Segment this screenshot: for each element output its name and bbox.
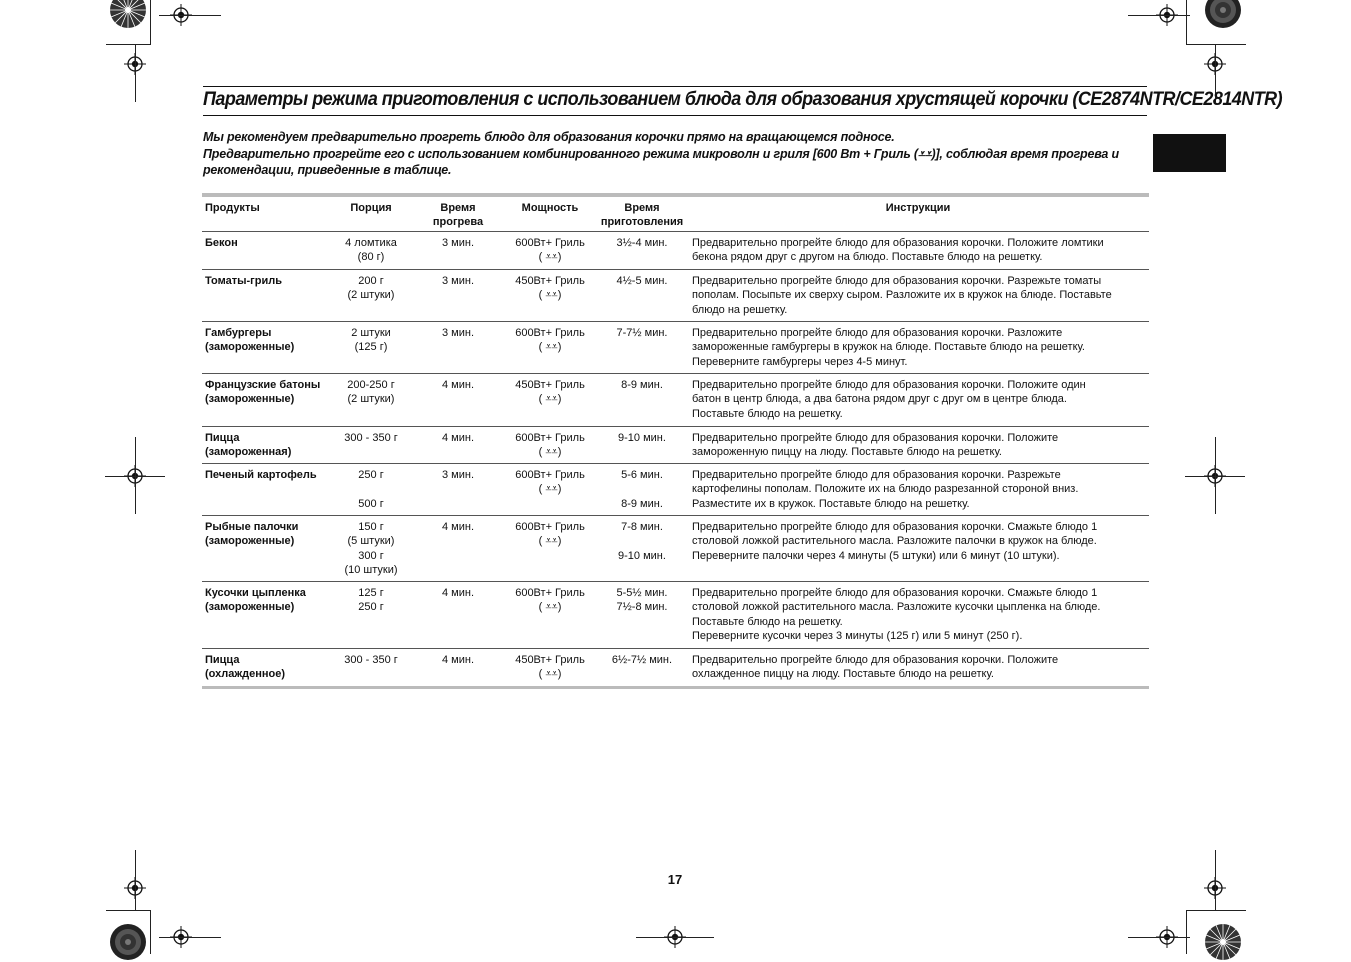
cell-time [597, 653, 687, 667]
cell-product [205, 431, 330, 460]
cell-power-line: ( ⩡⩡) [538, 668, 562, 681]
guide-line [1128, 937, 1190, 938]
header-cook-line-2: приготовления [600, 216, 684, 229]
title-top-rule [203, 86, 1147, 87]
cell-product [205, 236, 330, 250]
section-thumb-tab [1153, 134, 1226, 172]
table-header-row [202, 197, 1149, 232]
cell-portion-line: (80 г) [357, 251, 385, 264]
cell-product-line: Томаты-гриль [205, 275, 282, 287]
cell-time-line: 8-9 мин. [621, 497, 663, 510]
cell-time-line: 6½-7½ мин. [611, 654, 673, 666]
cell-instructions [692, 520, 1144, 563]
cell-power-line: 600Вт+ Гриль [515, 587, 585, 599]
header-portion: Порция [350, 202, 392, 214]
cell-time [597, 586, 687, 615]
cell-portion-line: 150 г [358, 521, 384, 533]
intro-paragraph-1: Мы рекомендуем предварительно прогреть блюдо для образования корочки прямо на вращающемся подносе. [203, 130, 895, 144]
cell-instructions-line: блюдо на решетку. [692, 303, 788, 316]
guide-line [159, 937, 221, 938]
cell-instructions-line: Разместите их в кружок. Поставьте блюдо на решетку. [692, 497, 970, 510]
cell-portion-line: (2 штуки) [347, 289, 395, 302]
cell-power-line: ( ⩡⩡) [538, 251, 562, 264]
cell-power-line: 600Вт+ Гриль [515, 327, 585, 339]
header-product: Продукты [205, 202, 260, 214]
cell-portion-line: 4 ломтика [345, 237, 397, 249]
cell-power [505, 274, 595, 303]
cell-product-line: Гамбургеры [205, 327, 272, 339]
header-power: Мощность [521, 202, 579, 214]
cell-power-line: ( ⩡⩡) [538, 446, 562, 459]
cell-time-line: 5-6 мин. [621, 469, 663, 481]
cell-product [205, 653, 330, 682]
cell-instructions-line: картофелины пополам. Положите их на блюдо разрезанной стороной вниз. [692, 483, 1079, 496]
cell-instructions-line: батон в центр блюда, а два батона рядом друг с друг ом в центре блюда. [692, 393, 1067, 406]
cell-instructions [692, 378, 1144, 421]
crop-line [106, 44, 151, 45]
cell-portion [332, 378, 410, 407]
cell-product-line: (замороженная) [205, 446, 292, 459]
cell-time-line: 9-10 мин. [618, 432, 666, 444]
cell-power-line: 600Вт+ Гриль [515, 469, 585, 481]
cell-instructions-line: пополам. Посыпьте их сверху сыром. Разложите их в кружок на блюде. Поставьте [692, 289, 1112, 302]
color-wheel-icon [1203, 922, 1243, 962]
title-bottom-rule [203, 115, 1147, 116]
crop-line [150, 0, 151, 44]
cell-product-line: (замороженные) [205, 393, 295, 406]
cell-power-line: ( ⩡⩡) [538, 483, 562, 496]
cell-product [205, 378, 330, 407]
cell-power [505, 520, 595, 549]
cell-power [505, 326, 595, 355]
cell-time [597, 468, 687, 511]
cell-product [205, 586, 330, 615]
table-row [202, 427, 1149, 464]
crop-line [1186, 910, 1246, 911]
cell-portion-line: 200-250 г [347, 379, 395, 391]
cell-portion-line: (2 штуки) [347, 393, 395, 406]
table-row [202, 374, 1149, 427]
cell-power-line: ( ⩡⩡) [538, 535, 562, 548]
cell-instructions-line: Переверните палочки через 4 минуты (5 штуки) или 6 минут (10 штуки). [692, 549, 1060, 562]
cell-instructions-line: Переверните гамбургеры через 4-5 минут. [692, 355, 908, 368]
cell-preheat: 3 мин. [441, 275, 474, 287]
table-row [202, 464, 1149, 516]
crop-line [1186, 0, 1187, 44]
cell-time-line: 4½-5 мин. [616, 275, 668, 287]
cell-preheat: 3 мин. [441, 469, 474, 481]
header-preheat [414, 201, 502, 230]
table-row [202, 649, 1149, 686]
guide-line [135, 45, 136, 102]
cell-instructions-line: Предварительно прогрейте блюдо для образования корочки. Разложите [692, 327, 1063, 339]
cell-portion [332, 586, 410, 615]
color-wheel-icon [108, 922, 148, 962]
cell-instructions-line: Предварительно прогрейте блюдо для образования корочки. Разрежьте томаты [692, 275, 1102, 287]
cell-instructions [692, 468, 1144, 511]
cell-power-line: 600Вт+ Гриль [515, 521, 585, 533]
table-row [202, 232, 1149, 270]
cell-power [505, 653, 595, 682]
color-wheel-icon [108, 0, 148, 30]
table-body [202, 232, 1149, 686]
cell-power-line: ( ⩡⩡) [538, 289, 562, 302]
cell-time-line [597, 534, 687, 548]
color-wheel-icon [1203, 0, 1243, 30]
header-instructions: Инструкции [885, 202, 951, 214]
header-preheat-line-2: прогрева [432, 216, 484, 229]
cell-instructions-line: Предварительно прогрейте блюдо для образования корочки. Смажьте блюдо 1 [692, 521, 1098, 533]
cell-instructions-line: замороженные гамбургеры в кружок на блюде. Поставьте блюдо на решетку. [692, 341, 1085, 354]
guide-line [159, 15, 221, 16]
cell-preheat: 4 мин. [441, 379, 474, 391]
table-row [202, 582, 1149, 649]
cell-product-line: Бекон [205, 237, 238, 249]
guide-line [105, 476, 165, 477]
cell-portion-line: (5 штуки) [347, 535, 395, 548]
cell-portion-line: 500 г [358, 497, 384, 510]
guide-line [1185, 476, 1245, 477]
cell-power-line: ( ⩡⩡) [538, 341, 562, 354]
cell-portion-line: (125 г) [354, 341, 388, 354]
cell-product [205, 326, 330, 355]
table-row [202, 270, 1149, 322]
cooking-table [202, 193, 1149, 689]
cell-instructions-line: Поставьте блюдо на решетку. [692, 615, 843, 628]
header-preheat-line-1: Время [440, 202, 476, 214]
guide-line [636, 937, 714, 938]
page-number: 17 [667, 872, 683, 887]
cell-time [597, 520, 687, 563]
cell-instructions-line: Предварительно прогрейте блюдо для образования корочки. Положите [692, 654, 1059, 666]
page-title: Параметры режима приготовления с использованием блюда для образования хрустящей корочки (CE2874NTR/CE2814NTR) [203, 88, 1283, 110]
cell-portion-line: (10 штуки) [344, 564, 398, 577]
cell-product-line: Французские батоны [205, 379, 321, 391]
cell-portion-line: 125 г [358, 587, 384, 599]
cell-power [505, 378, 595, 407]
cell-power-line: 600Вт+ Гриль [515, 432, 585, 444]
cell-portion [332, 326, 410, 355]
cell-instructions-line: столовой ложкой растительного масла. Разложите кусочки цыпленка на блюде. [692, 601, 1101, 614]
cell-portion-line: 2 штуки [351, 327, 391, 339]
cell-portion-line: 300 - 350 г [344, 654, 398, 666]
cell-portion-line [332, 482, 410, 496]
cell-time-line: 7-8 мин. [621, 521, 663, 533]
cell-portion [332, 468, 410, 511]
table-row [202, 516, 1149, 582]
intro-text [203, 129, 1148, 178]
cell-portion-line: 250 г [358, 469, 384, 481]
cell-product-line: (замороженные) [205, 341, 295, 354]
cell-product [205, 468, 330, 482]
guide-line [1128, 15, 1190, 16]
cell-product-line: (замороженные) [205, 535, 295, 548]
cell-power-line: ( ⩡⩡) [538, 393, 562, 406]
cell-power-line: 450Вт+ Гриль [515, 379, 585, 391]
header-cook-line-1: Время [624, 202, 660, 214]
cell-time [597, 274, 687, 288]
cell-power [505, 586, 595, 615]
cell-time [597, 378, 687, 392]
cell-time-line: 9-10 мин. [618, 549, 666, 562]
cell-instructions-line: замороженную пиццу на люду. Поставьте блюдо на решетку. [692, 446, 1002, 459]
cell-instructions-line: бекона рядом друг с другом на блюдо. Поставьте блюдо на решетку. [692, 251, 1043, 264]
cell-instructions-line: Переверните кусочки через 3 минуты (125 г) или 5 минут (250 г). [692, 630, 1023, 643]
crop-line [150, 910, 151, 954]
cell-power-line: 450Вт+ Гриль [515, 654, 585, 666]
cell-instructions [692, 431, 1144, 460]
cell-product-line: Печеный картофель [205, 469, 317, 481]
cell-instructions-line: Предварительно прогрейте блюдо для образования корочки. Положите один [692, 379, 1086, 391]
cell-instructions [692, 653, 1144, 682]
cell-time-line: 3½-4 мин. [616, 237, 668, 249]
cell-portion-line: 250 г [358, 601, 384, 614]
cell-preheat: 4 мин. [441, 587, 474, 599]
intro-paragraph-2: Предварительно прогрейте его с использованием комбинированного режима микроволн и гриля [600 Вт + Гриль (⩡⩡)], соблюдая время прогрева и рекомендации, приведенные в таблице. [203, 147, 1119, 177]
header-cook-time [597, 201, 687, 230]
cell-portion-line: 300 г [358, 549, 384, 562]
crop-line [1186, 910, 1187, 954]
cell-preheat: 4 мин. [441, 521, 474, 533]
cell-power-line: ( ⩡⩡) [538, 601, 562, 614]
cell-instructions-line: Поставьте блюдо на решетку. [692, 407, 843, 420]
cell-time-line: 7-7½ мин. [616, 327, 668, 339]
table-row [202, 322, 1149, 374]
cell-preheat: 3 мин. [441, 327, 474, 339]
cell-portion-line: 300 - 350 г [344, 432, 398, 444]
cell-product-line: Пицца [205, 654, 240, 666]
cell-time-line: 7½-8 мин. [616, 601, 668, 614]
cell-portion [332, 274, 410, 303]
cell-portion [332, 236, 410, 265]
cell-product-line: Пицца [205, 432, 240, 444]
cell-power-line: 600Вт+ Гриль [515, 237, 585, 249]
cell-portion [332, 520, 410, 578]
cell-instructions [692, 326, 1144, 369]
cell-time-line: 5-5½ мин. [616, 587, 668, 599]
cell-instructions [692, 586, 1144, 644]
crop-line [106, 910, 151, 911]
cell-portion [332, 653, 410, 667]
cell-time-line: 8-9 мин. [621, 379, 663, 391]
cell-time-line [597, 482, 687, 496]
cell-portion [332, 431, 410, 445]
cell-power [505, 468, 595, 497]
cell-instructions-line: Предварительно прогрейте блюдо для образования корочки. Положите [692, 432, 1059, 444]
cell-product [205, 274, 330, 288]
cell-instructions-line: Предварительно прогрейте блюдо для образования корочки. Положите ломтики [692, 237, 1104, 249]
cell-power-line: 450Вт+ Гриль [515, 275, 585, 287]
cell-product [205, 520, 330, 549]
cell-instructions-line: охлажденное пиццу на люду. Поставьте блюдо на решетку. [692, 668, 994, 681]
cell-product-line: (замороженные) [205, 601, 295, 614]
cell-instructions-line: столовой ложкой растительного масла. Разложите палочки в кружок на блюде. [692, 535, 1097, 548]
cell-time [597, 236, 687, 250]
cell-power [505, 431, 595, 460]
cell-preheat: 4 мин. [441, 654, 474, 666]
guide-line [135, 850, 136, 910]
crop-line [1186, 44, 1246, 45]
cell-product-line: (охлажденное) [205, 668, 286, 681]
cell-preheat: 3 мин. [441, 237, 474, 249]
cell-instructions-line: Предварительно прогрейте блюдо для образования корочки. Разрежьте [692, 469, 1061, 481]
cell-product-line: Рыбные палочки [205, 521, 299, 533]
cell-product-line: Кусочки цыпленка [205, 587, 306, 599]
cell-portion-line: 200 г [358, 275, 384, 287]
cell-power [505, 236, 595, 265]
cell-time [597, 326, 687, 340]
guide-line [1215, 850, 1216, 910]
cell-instructions-line: Предварительно прогрейте блюдо для образования корочки. Смажьте блюдо 1 [692, 587, 1098, 599]
cell-instructions [692, 236, 1144, 265]
cell-preheat: 4 мин. [441, 432, 474, 444]
cell-instructions [692, 274, 1144, 317]
cell-time [597, 431, 687, 445]
